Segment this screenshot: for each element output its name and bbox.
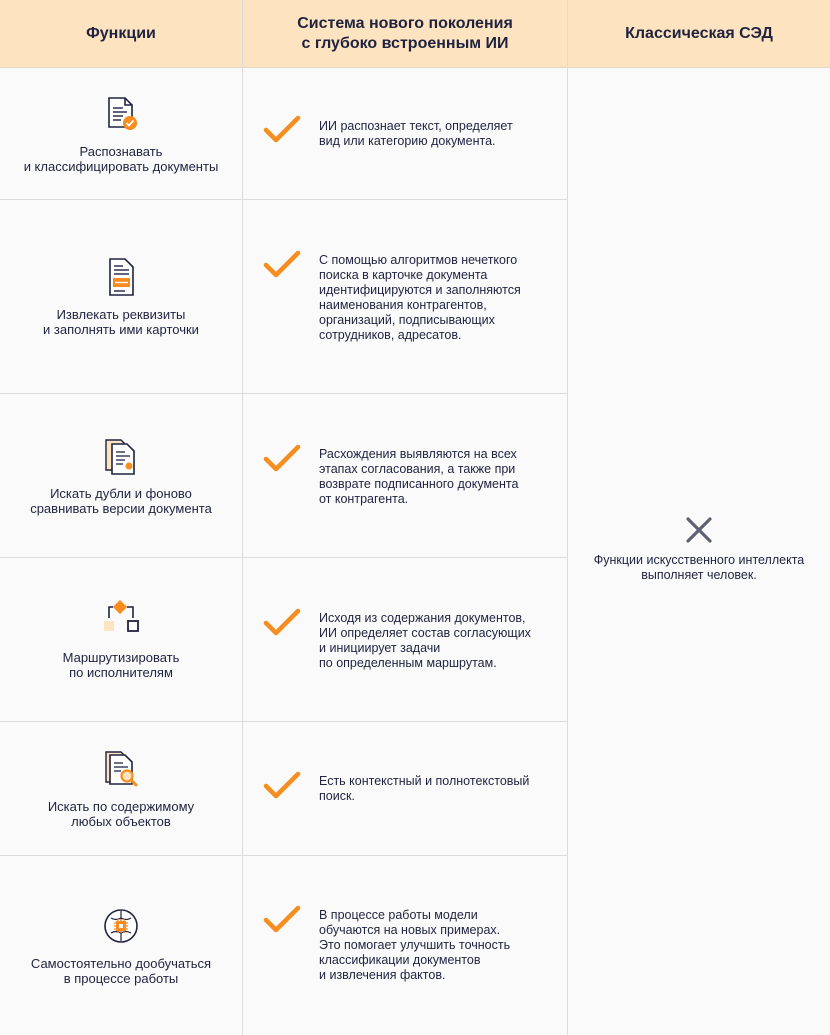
feature-cell [0,558,242,721]
header-classic: Классическая СЭД [625,24,773,42]
ai-description: Исходя из содержания документов, ИИ определяет состав согласующих и инициирует задачи по определенным маршрутам. [319,611,531,670]
document-compare-icon [101,436,141,476]
ai-cell [243,856,567,1035]
ai-cell [243,722,567,855]
table-row [0,856,567,1035]
table-header [0,0,830,68]
ai-description: В процессе работы модели обучаются на новых примерах. Это помогает улучшить точность классификации документов и извлечения фактов. [319,908,511,982]
document-search-icon [101,749,141,789]
checkmark-icon [263,250,301,280]
ai-description: Расхождения выявляются на всех этапах согласования, а также при возврате подписанного документа от контрагента. [319,447,519,506]
feature-label: Маршрутизировать по исполнителям [62,649,180,680]
classic-description: Функции искусственного интеллекта выполняет человек. [593,553,805,582]
document-form-icon [101,257,141,297]
header-new-system: Система нового поколения с глубоко встроенным ИИ [297,14,513,52]
checkmark-icon [263,115,301,145]
feature-label: Искать дубли и фоново сравнивать версии документа [30,485,212,516]
feature-cell [0,394,242,557]
cross-icon [684,515,714,545]
ai-description: С помощью алгоритмов нечеткого поиска в карточке документа идентифицируются и заполняются наименования контрагентов, организаций, подписывающих сотрудников, адресатов. [319,253,521,342]
classic-cell [568,68,830,1035]
feature-label: Самостоятельно дообучаться в процессе работы [30,955,212,986]
route-icon [101,600,141,640]
table-row [0,200,567,394]
ai-cell [243,200,567,393]
ai-cell [243,394,567,557]
feature-label: Извлекать реквизиты и заполнять ими карточки [43,306,199,337]
feature-cell [0,200,242,393]
table-row [0,722,567,856]
ai-cell [243,558,567,721]
feature-cell [0,68,242,199]
ai-brain-icon [101,906,141,946]
table-row [0,68,567,200]
feature-cell [0,722,242,855]
feature-cell [0,856,242,1035]
feature-label: Искать по содержимому любых объектов [47,798,195,829]
table-row [0,558,567,722]
ai-description: Есть контекстный и полнотекстовый поиск. [319,774,530,803]
ai-description: ИИ распознает текст, определяет вид или категорию документа. [319,119,513,148]
checkmark-icon [263,771,301,801]
ai-cell [243,68,567,199]
checkmark-icon [263,444,301,474]
feature-label: Распознавать и классифицировать документы [23,143,219,174]
checkmark-icon [263,608,301,638]
table-row [0,394,567,558]
document-check-icon [101,94,141,134]
checkmark-icon [263,905,301,935]
header-functions: Функции [86,24,156,42]
